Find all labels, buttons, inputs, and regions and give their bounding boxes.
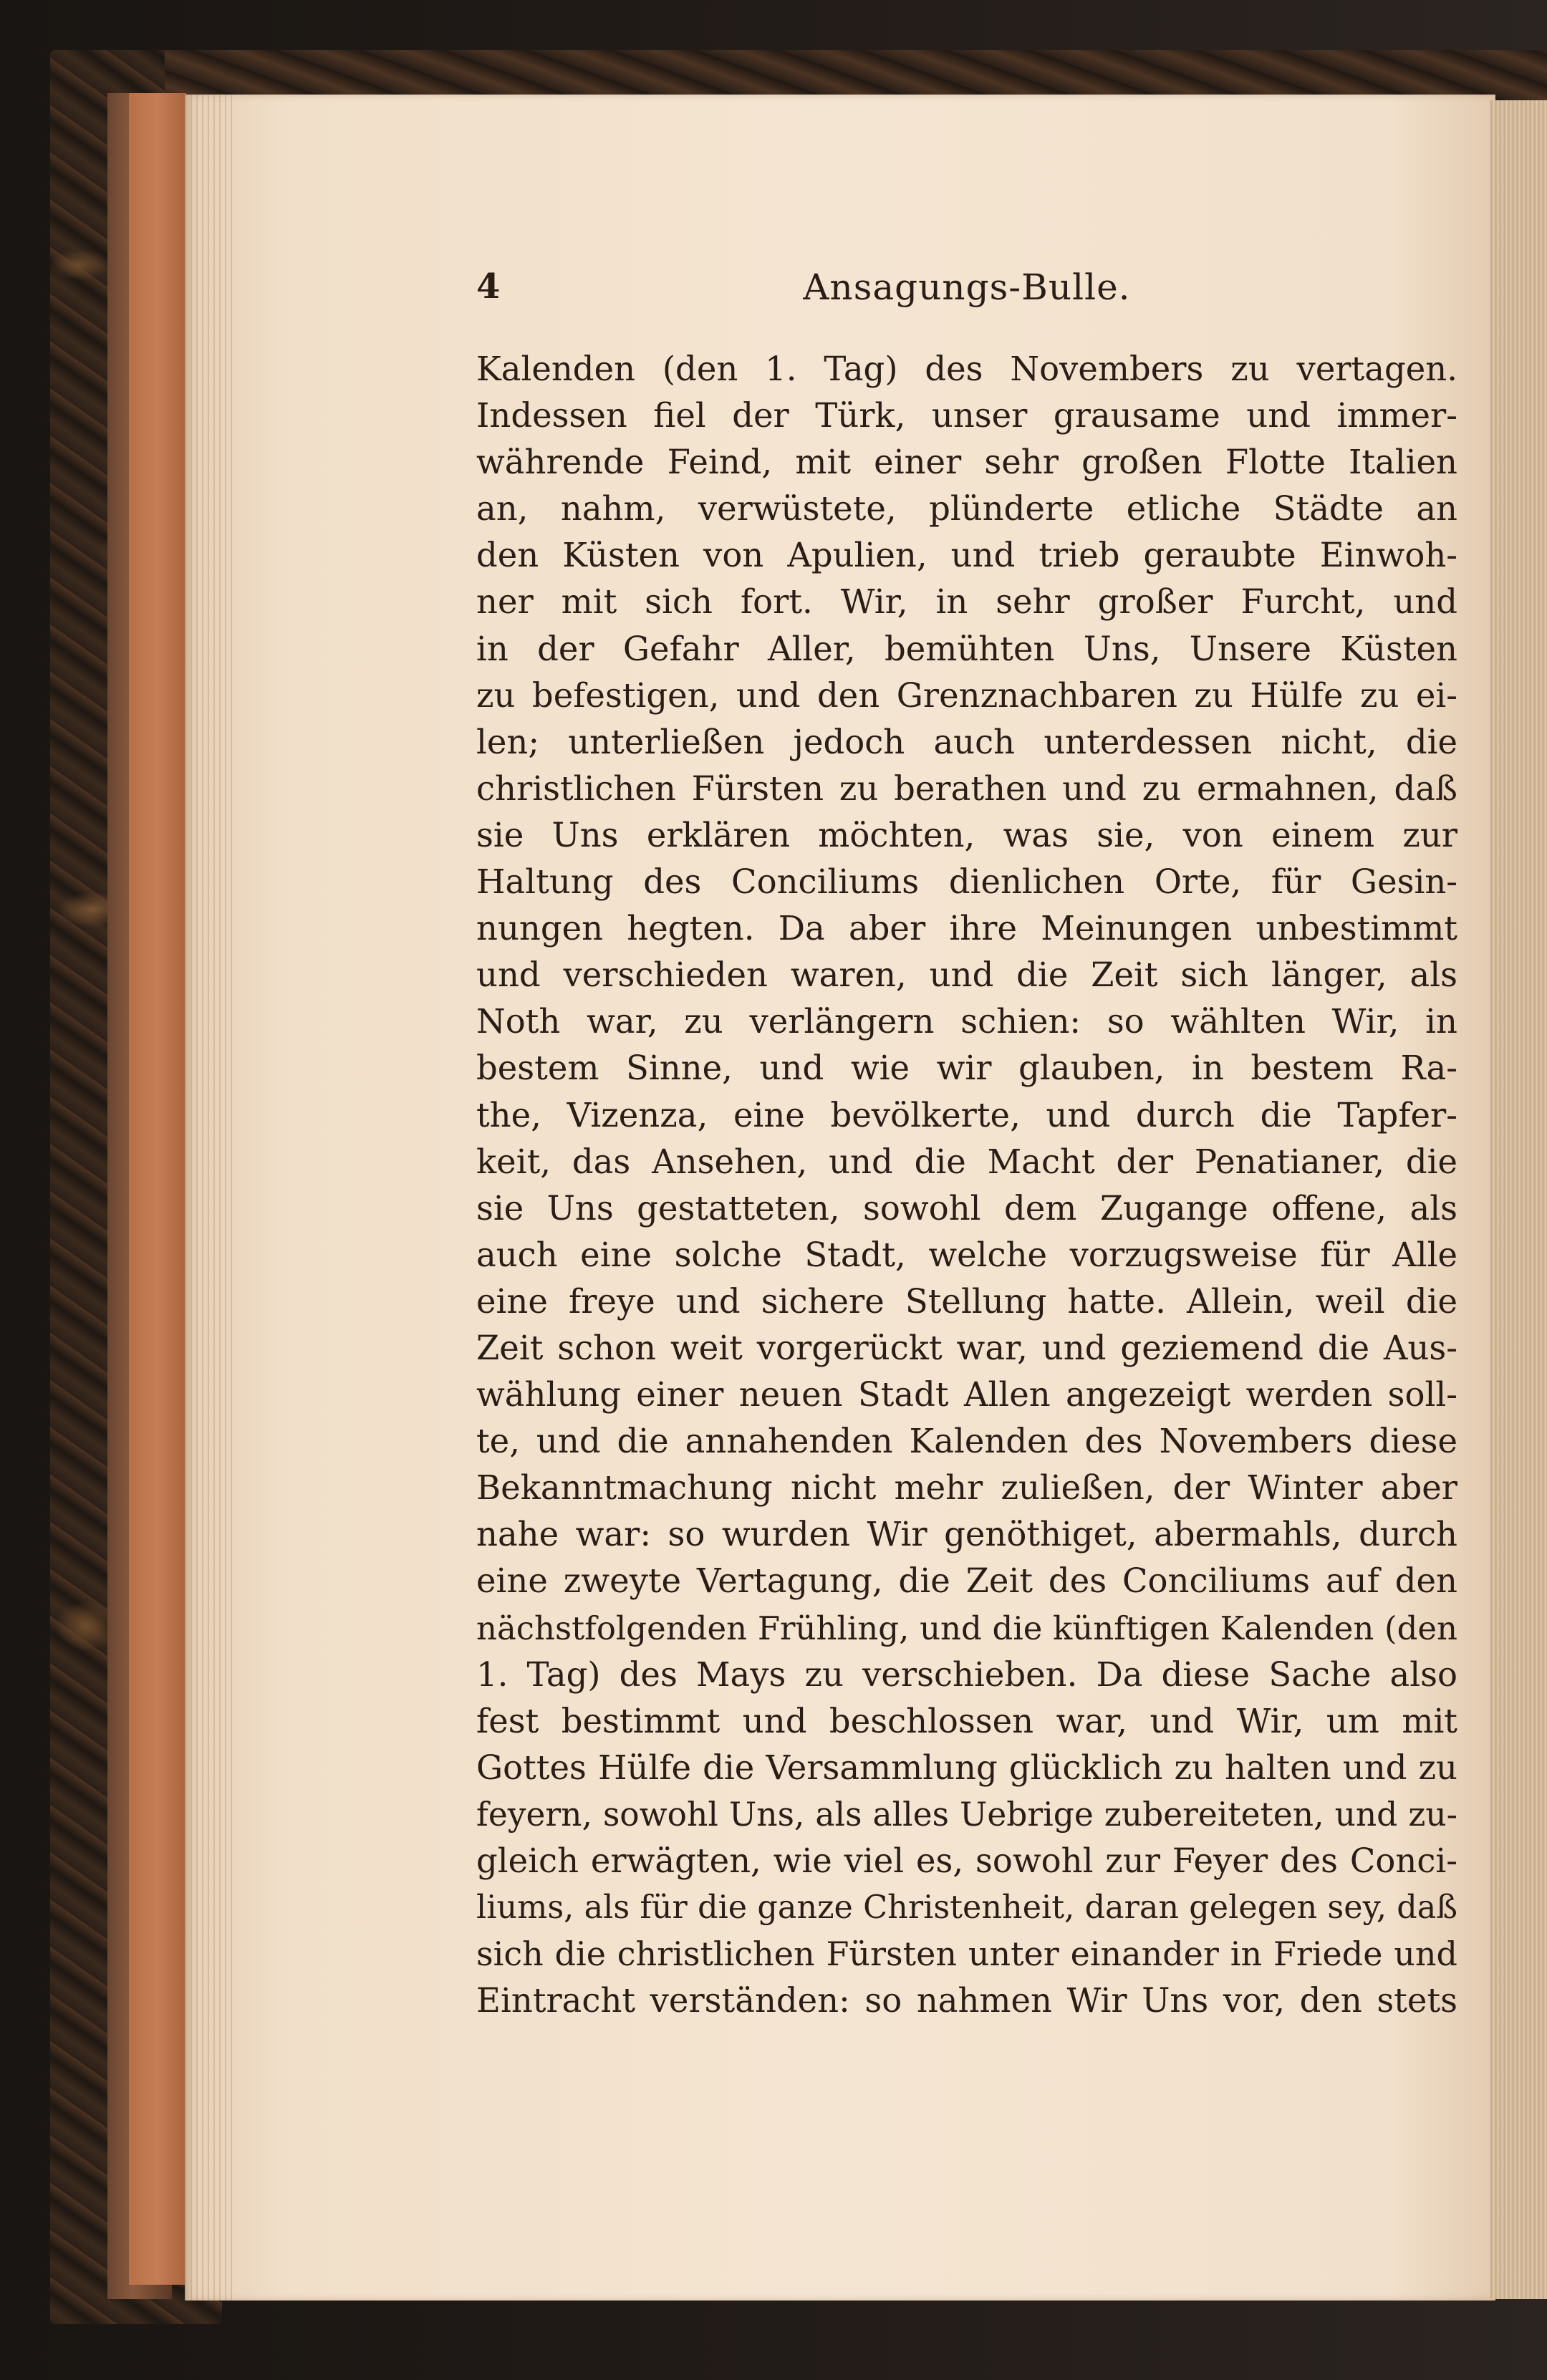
text-line: zu befestigen, und den Grenznachbaren zu Hülfe zu ei- xyxy=(476,675,1457,715)
text-line: Haltung des Conciliums dienlichen Orte, für Gesin- xyxy=(476,862,1457,902)
text-line: den Küsten von Apulien, und trieb geraubte Einwoh- xyxy=(476,536,1457,575)
text-line: christlichen Fürsten zu berathen und zu ermahnen, daß xyxy=(476,769,1457,808)
text-line: an, nahm, verwüstete, plünderte etliche Städte an xyxy=(476,489,1457,529)
text-line: eine freye und sichere Stellung hatte. Allein, weil die xyxy=(476,1281,1457,1321)
text-line: Zeit schon weit vorgerückt war, und geziemend die Aus- xyxy=(476,1328,1457,1367)
text-line: 1. Tag) des Mays zu verschieben. Da diese Sache also xyxy=(476,1654,1457,1694)
text-line: und verschieden waren, und die Zeit sich länger, als xyxy=(476,955,1457,995)
text-line: währende Feind, mit einer sehr großen Flotte Italien xyxy=(476,443,1457,482)
text-line: sich die christlichen Fürsten unter einander in Friede und xyxy=(476,1935,1457,1974)
text-line: Eintracht verständen: so nahmen Wir Uns vor, den stets xyxy=(476,1981,1457,2020)
body-text xyxy=(476,346,1457,2024)
text-line: fest bestimmt und beschlossen war, und Wir, um mit xyxy=(476,1701,1457,1740)
text-line: Noth war, zu verlängern schien: so wählten Wir, in xyxy=(476,1002,1457,1041)
page-edge-stack xyxy=(1490,100,1547,2299)
text-line: eine zweyte Vertagung, die Zeit des Conciliums auf den xyxy=(476,1561,1457,1601)
text-line: wählung einer neuen Stadt Allen angezeigt werden soll- xyxy=(476,1375,1457,1415)
text-line: len; unterließen jedoch auch unterdessen nicht, die xyxy=(476,722,1457,761)
text-line: sie Uns gestatteten, sowohl dem Zugange offene, als xyxy=(476,1188,1457,1228)
text-line: feyern, sowohl Uns, als alles Uebrige zubereiteten, und zu- xyxy=(476,1795,1457,1834)
text-line: the, Vizenza, eine bevölkerte, und durch die Tapfer- xyxy=(476,1095,1457,1134)
text-line: te, und die annahenden Kalenden des Novembers diese xyxy=(476,1422,1457,1461)
text-line: Gottes Hülfe die Versammlung glücklich zu halten und zu xyxy=(476,1748,1457,1787)
text-line: nahe war: so wurden Wir genöthiget, abermahls, durch xyxy=(476,1515,1457,1554)
text-line: gleich erwägten, wie viel es, sowohl zur Feyer des Conci- xyxy=(476,1841,1457,1880)
cover-top-band xyxy=(165,50,1547,100)
text-line: bestem Sinne, und wie wir glauben, in bestem Ra- xyxy=(476,1049,1457,1088)
text-line: nungen hegten. Da aber ihre Meinungen unbestimmt xyxy=(476,909,1457,948)
running-title: Ansagungs-Bulle. xyxy=(803,266,1131,308)
page-number: 4 xyxy=(476,266,501,307)
text-line: Indessen fiel der Türk, unser grausame und immer- xyxy=(476,396,1457,435)
text-line: Kalenden (den 1. Tag) des Novembers zu vertagen. xyxy=(476,350,1457,388)
page-header xyxy=(476,266,1457,331)
text-line: Bekanntmachung nicht mehr zuließen, der Winter aber xyxy=(476,1468,1457,1508)
endpaper-strip xyxy=(129,93,186,2285)
text-line: in der Gefahr Aller, bemühten Uns, Unsere Küsten xyxy=(476,629,1457,668)
page-gutter xyxy=(185,95,235,2300)
text-line: liums, als für die ganze Christenheit, daran gelegen sey, daß xyxy=(476,1889,1457,1927)
text-line: sie Uns erklären möchten, was sie, von einem zur xyxy=(476,815,1457,854)
text-line: nächstfolgenden Frühling, und die künftigen Kalenden (den xyxy=(476,1609,1457,1647)
text-line: ner mit sich fort. Wir, in sehr großer Furcht, und xyxy=(476,582,1457,622)
text-line: keit, das Ansehen, und die Macht der Penatianer, die xyxy=(476,1142,1457,1181)
text-line: auch eine solche Stadt, welche vorzugsweise für Alle xyxy=(476,1235,1457,1274)
